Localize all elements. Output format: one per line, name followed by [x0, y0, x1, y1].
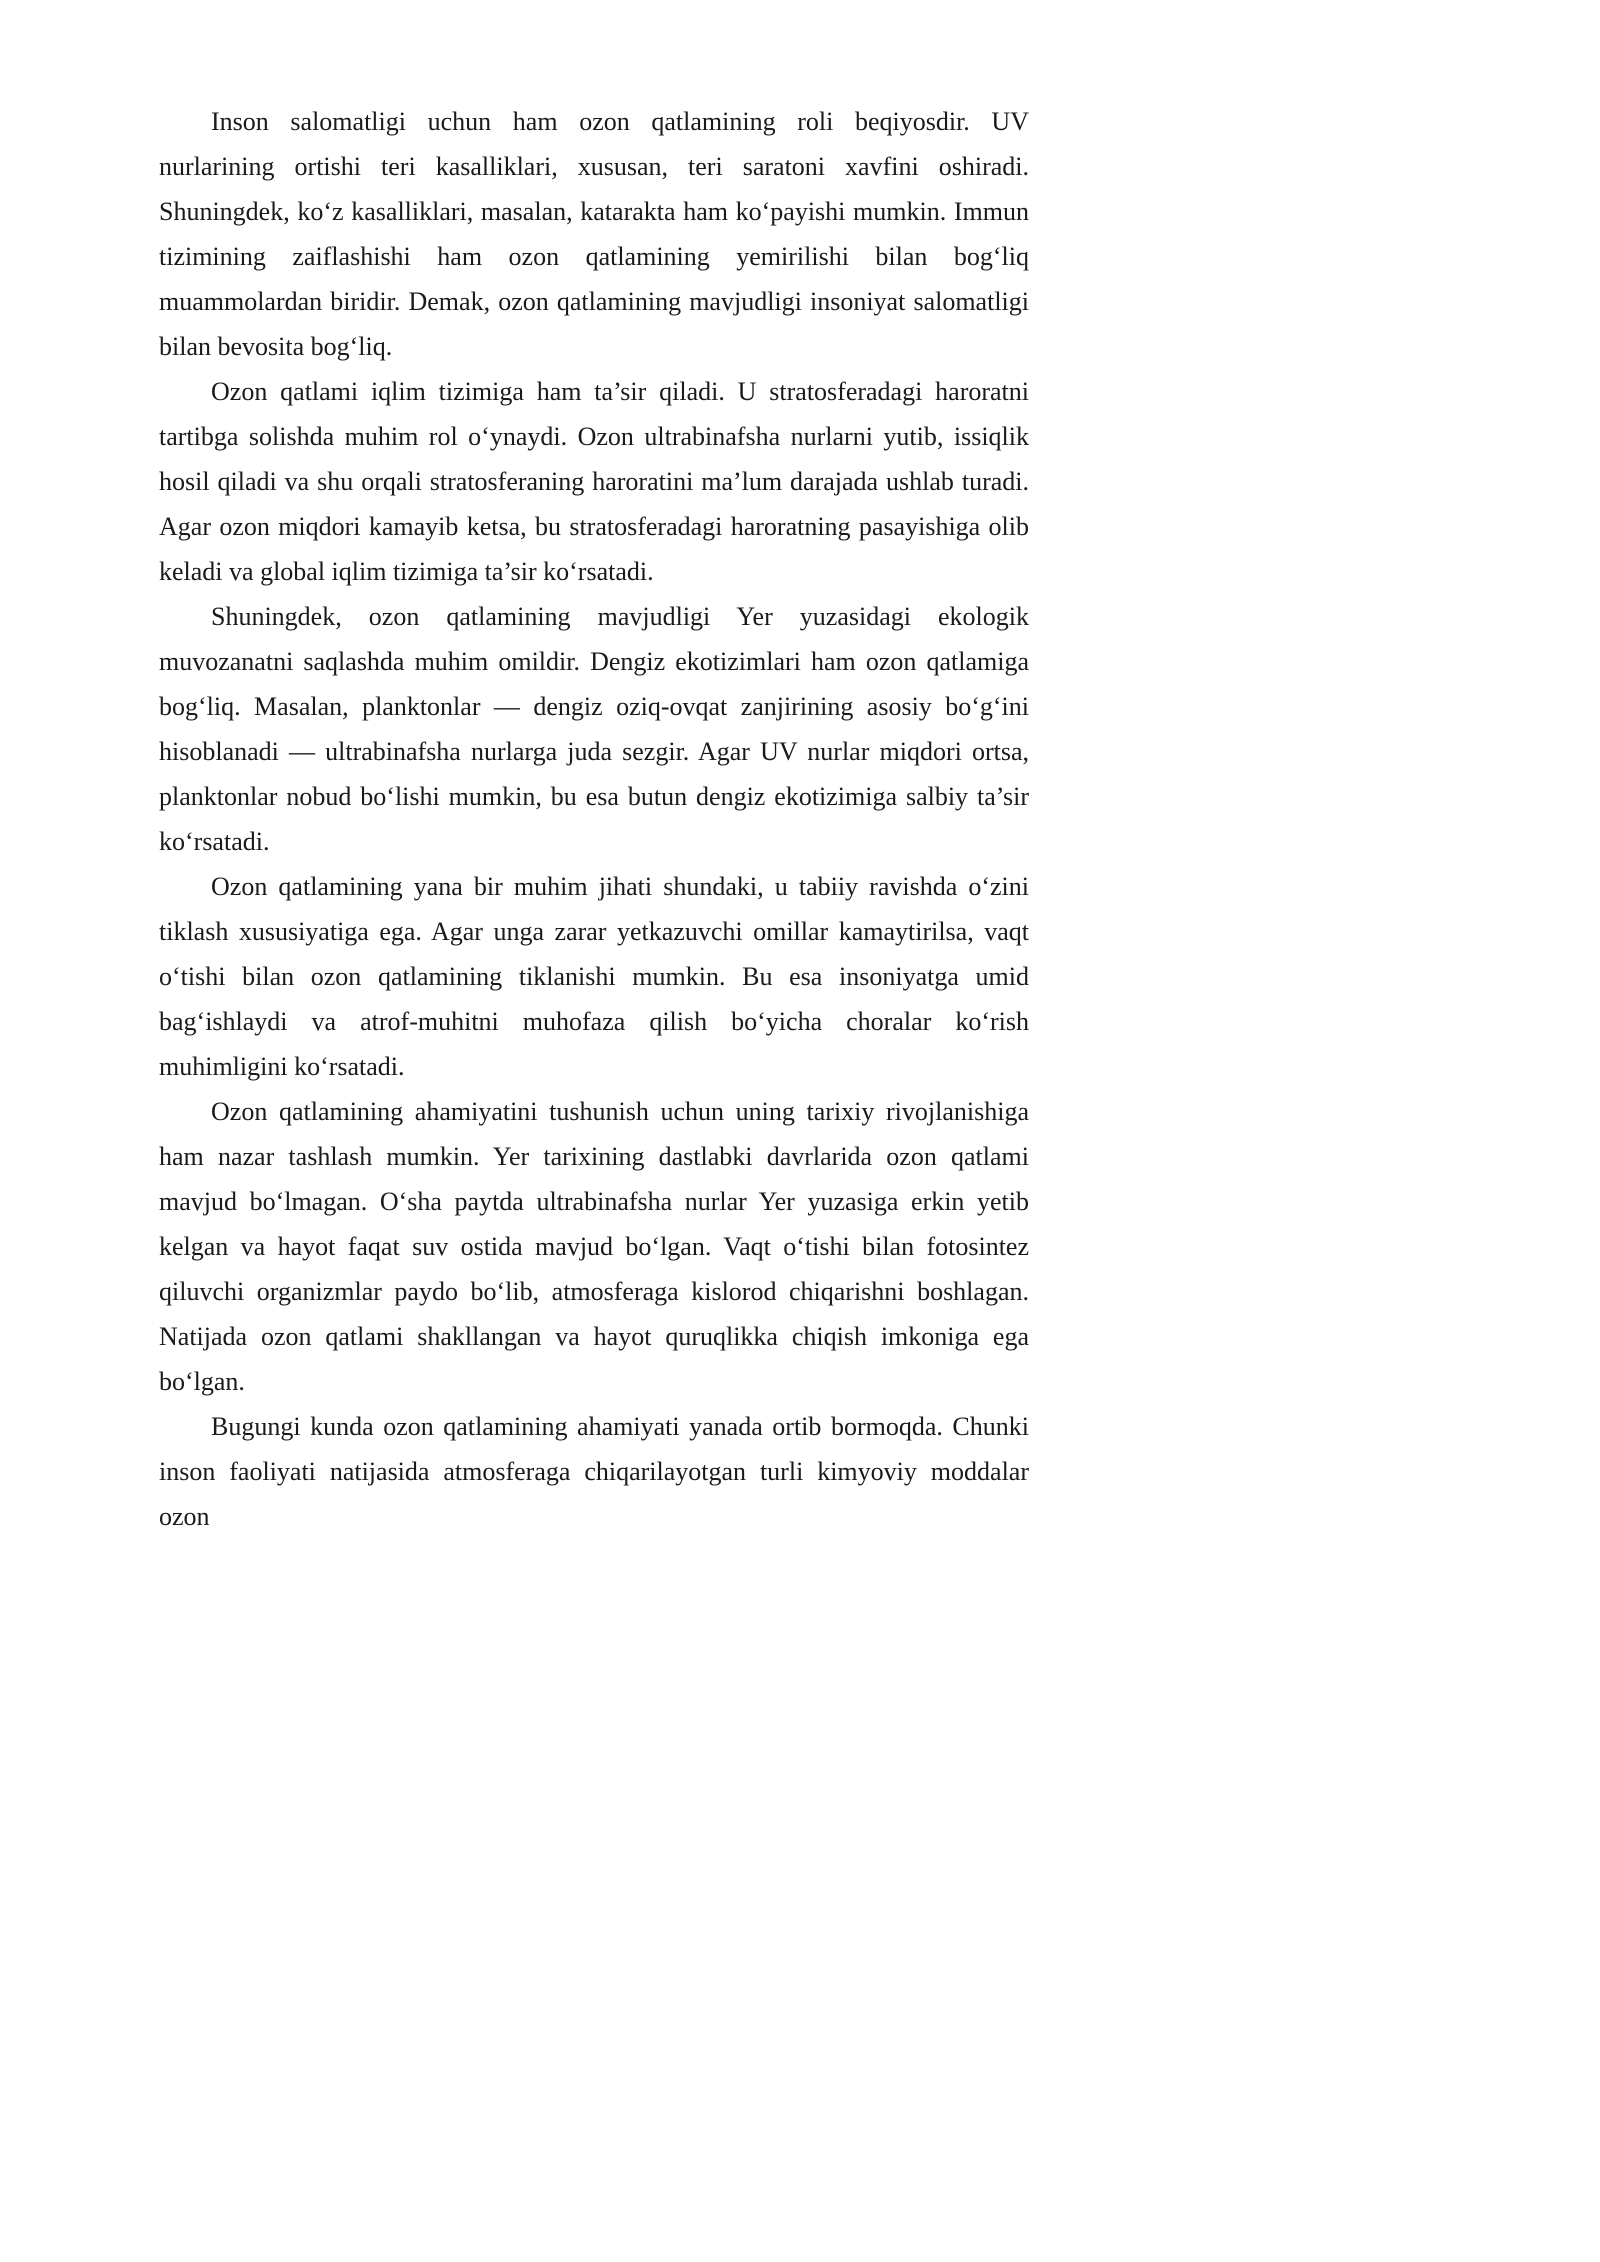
paragraph-climate: Ozon qatlami iqlim tizimiga ham ta’sir qiladi. U stratosferadagi haroratni tartibga solishda muhim rol o‘ynaydi. Ozon ultrabinafsha nurlarni yutib, issiqlik hosil qiladi va shu orqali stratosferaning haroratini ma’lum darajada ushlab turadi. Agar ozon miqdori kamayib ketsa, bu stratosferadagi haroratning pasayishiga olib keladi va global iqlim tizimiga ta’sir ko‘rsatadi. — [159, 377, 1029, 586]
document-body — [159, 99, 1029, 1539]
paragraph-recovery: Ozon qatlamining yana bir muhim jihati shundaki, u tabiiy ravishda o‘zini tiklash xususiyatiga ega. Agar unga zarar yetkazuvchi omillar kamaytirilsa, vaqt o‘tishi bilan ozon qatlamining tiklanishi mumkin. Bu esa insoniyatga umid bag‘ishlaydi va atrof-muhitni muhofaza qilish bo‘yicha choralar ko‘rish muhimligini ko‘rsatadi. — [159, 872, 1029, 1081]
paragraph-health: Inson salomatligi uchun ham ozon qatlamining roli beqiyosdir. UV nurlarining ortishi teri kasalliklari, xususan, teri saratoni xavfini oshiradi. Shuningdek, ko‘z kasalliklari, masalan, katarakta ham ko‘payishi mumkin. Immun tizimining zaiflashishi ham ozon qatlamining yemirilishi bilan bog‘liq muammolardan biridir. Demak, ozon qatlamining mavjudligi insoniyat salomatligi bilan bevosita bog‘liq. — [159, 107, 1029, 361]
paragraph-today: Bugungi kunda ozon qatlamining ahamiyati yanada ortib bormoqda. Chunki inson faoliyati natijasida atmosferaga chiqarilayotgan turli kimyoviy moddalar ozon — [159, 1412, 1029, 1531]
paragraph-history: Ozon qatlamining ahamiyatini tushunish uchun uning tarixiy rivojlanishiga ham nazar tashlash mumkin. Yer tarixining dastlabki davrlarida ozon qatlami mavjud bo‘lmagan. O‘sha paytda ultrabinafsha nurlar Yer yuzasiga erkin yetib kelgan va hayot faqat suv ostida mavjud bo‘lgan. Vaqt o‘tishi bilan fotosintez qiluvchi organizmlar paydo bo‘lib, atmosferaga kislorod chiqarishni boshlagan. Natijada ozon qatlami shakllangan va hayot quruqlikka chiqish imkoniga ega bo‘lgan. — [159, 1097, 1029, 1396]
paragraph-ecology: Shuningdek, ozon qatlamining mavjudligi Yer yuzasidagi ekologik muvozanatni saqlashda muhim omildir. Dengiz ekotizimlari ham ozon qatlamiga bog‘liq. Masalan, planktonlar — dengiz oziq-ovqat zanjirining asosiy bo‘g‘ini hisoblanadi — ultrabinafsha nurlarga juda sezgir. Agar UV nurlar miqdori ortsa, planktonlar nobud bo‘lishi mumkin, bu esa butun dengiz ekotizimiga salbiy ta’sir ko‘rsatadi. — [159, 602, 1029, 856]
document-page — [0, 0, 1100, 1556]
